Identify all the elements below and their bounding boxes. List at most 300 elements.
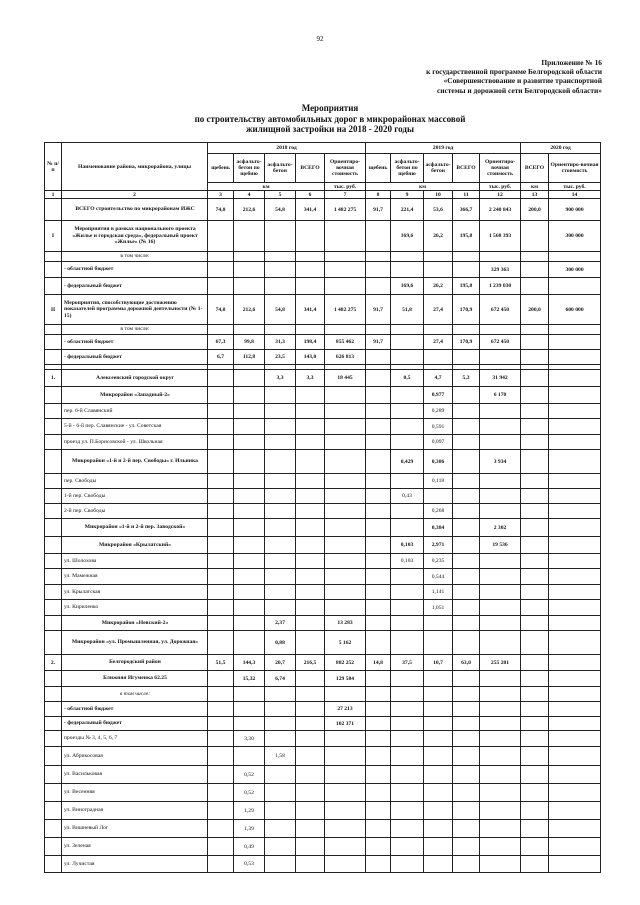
- row-name: ул. Васильковая: [62, 766, 208, 784]
- row-value: [453, 387, 480, 404]
- row-value: 63,0: [453, 655, 480, 671]
- row-value: [265, 717, 296, 731]
- table-row: [45, 262, 601, 278]
- row-name: пер. 6-й Славянский: [62, 404, 208, 419]
- row-value: [480, 747, 521, 766]
- row-value: [325, 489, 366, 504]
- row-value: [453, 747, 480, 766]
- row-value: [208, 489, 234, 504]
- row-value: [521, 262, 549, 278]
- row-value: 51,5: [208, 655, 234, 671]
- row-value: [265, 856, 296, 873]
- row-value: [296, 717, 325, 731]
- row-value: [296, 856, 325, 873]
- row-value: [296, 252, 325, 262]
- row-value: [234, 435, 265, 450]
- row-value: [208, 820, 234, 838]
- row-value: [391, 671, 424, 687]
- row-value: [549, 350, 601, 365]
- row-number: [45, 569, 62, 585]
- row-value: [480, 585, 521, 600]
- row-value: [480, 820, 521, 838]
- row-value: [549, 489, 601, 504]
- row-value: [366, 856, 391, 873]
- row-value: [234, 717, 265, 731]
- row-value: [366, 702, 391, 717]
- row-value: [391, 802, 424, 820]
- row-value: [480, 802, 521, 820]
- row-value: 0,235: [424, 554, 453, 569]
- row-name: ул. Абрикосовая: [62, 747, 208, 766]
- row-value: 13 283: [325, 616, 366, 631]
- row-name: ВСЕГО строительство по микрорайонам ИЖС: [62, 199, 208, 221]
- row-number: [45, 585, 62, 600]
- title-line: жилищной застройки на 2018 - 2020 годы: [246, 124, 414, 134]
- row-value: 144,3: [234, 655, 265, 671]
- row-value: [208, 435, 234, 450]
- column-number: 6: [296, 191, 325, 199]
- row-value: [208, 747, 234, 766]
- row-value: [391, 335, 424, 350]
- row-value: [296, 838, 325, 856]
- row-value: [325, 687, 366, 702]
- row-value: [325, 537, 366, 554]
- table-row: [45, 585, 601, 600]
- row-name: проезды № 3, 4, 5, 6, 7: [62, 731, 208, 747]
- row-number: [45, 731, 62, 747]
- row-value: [296, 820, 325, 838]
- row-value: [296, 419, 325, 435]
- row-value: [391, 820, 424, 838]
- row-value: [480, 671, 521, 687]
- row-value: 91,7: [366, 335, 391, 350]
- row-value: [325, 278, 366, 295]
- row-value: [391, 687, 424, 702]
- row-name: ул. Мамежная: [62, 569, 208, 585]
- row-value: [480, 404, 521, 419]
- row-number: [45, 820, 62, 838]
- row-value: 672 450: [480, 295, 521, 325]
- row-value: [265, 262, 296, 278]
- row-value: [234, 419, 265, 435]
- row-value: [208, 717, 234, 731]
- row-value: 1 239 030: [480, 278, 521, 295]
- row-value: [521, 504, 549, 519]
- row-number: [45, 199, 62, 221]
- row-number: [45, 350, 62, 365]
- row-value: [453, 671, 480, 687]
- row-number: [45, 335, 62, 350]
- row-value: [296, 262, 325, 278]
- row-value: [208, 537, 234, 554]
- row-value: 198,4: [296, 335, 325, 350]
- row-value: [391, 504, 424, 519]
- row-value: [424, 856, 453, 873]
- row-value: [424, 252, 453, 262]
- row-value: 212,6: [234, 295, 265, 325]
- table-row: [45, 820, 601, 838]
- table-row: [45, 717, 601, 731]
- row-name: - областной бюджет: [62, 335, 208, 350]
- row-name: проезд ул. П.Борисовской - ул. Школьная: [62, 435, 208, 450]
- row-name: - областной бюджет: [62, 702, 208, 717]
- row-number: [45, 519, 62, 537]
- table-row: [45, 450, 601, 474]
- row-value: 2,37: [265, 616, 296, 631]
- row-value: [549, 387, 601, 404]
- row-value: [366, 419, 391, 435]
- row-value: 143,0: [296, 350, 325, 365]
- row-value: [549, 671, 601, 687]
- row-value: [391, 717, 424, 731]
- row-value: 341,4: [296, 295, 325, 325]
- row-value: [549, 747, 601, 766]
- row-value: [234, 504, 265, 519]
- header-2019: 2019 год: [366, 143, 521, 154]
- row-value: [424, 350, 453, 365]
- row-value: [296, 554, 325, 569]
- row-name: 2-й пер. Свободы: [62, 504, 208, 519]
- row-value: [480, 600, 521, 616]
- row-value: [521, 856, 549, 873]
- header-cost: Ориентиро-вочная стоимость: [480, 154, 521, 183]
- table-row: [45, 766, 601, 784]
- row-value: [424, 747, 453, 766]
- row-value: [480, 252, 521, 262]
- row-value: [234, 687, 265, 702]
- row-value: [391, 404, 424, 419]
- row-value: 18 445: [325, 370, 366, 387]
- appendix-line: Приложение № 16: [541, 58, 602, 67]
- row-name: ул. Вишневый Лог: [62, 820, 208, 838]
- row-value: [549, 419, 601, 435]
- row-value: [480, 554, 521, 569]
- row-value: 20,7: [265, 655, 296, 671]
- row-value: 169,6: [391, 278, 424, 295]
- row-value: [325, 600, 366, 616]
- row-value: [549, 802, 601, 820]
- row-value: [391, 731, 424, 747]
- row-value: 900 000: [549, 199, 601, 221]
- row-value: [424, 731, 453, 747]
- row-name: в том числе:: [62, 325, 208, 335]
- row-value: 0,118: [424, 474, 453, 489]
- row-value: 129 584: [325, 671, 366, 687]
- row-name: Микрорайон «Западный-2»: [62, 387, 208, 404]
- row-value: [453, 687, 480, 702]
- row-name: Микрорайон «Крылатский»: [62, 537, 208, 554]
- row-value: [208, 474, 234, 489]
- header-unit-rub: тыс. руб.: [480, 183, 521, 191]
- row-value: 6,7: [208, 350, 234, 365]
- row-value: [453, 404, 480, 419]
- row-value: [391, 569, 424, 585]
- appendix-line: «Совершенствование и развитие транспортной: [443, 76, 602, 86]
- table-row: [45, 370, 601, 387]
- row-value: [391, 747, 424, 766]
- row-value: 366,7: [453, 199, 480, 221]
- row-value: [391, 631, 424, 655]
- row-value: [296, 600, 325, 616]
- table-row: [45, 838, 601, 856]
- row-value: [366, 802, 391, 820]
- row-value: [366, 450, 391, 474]
- row-value: [453, 766, 480, 784]
- row-value: [265, 600, 296, 616]
- row-value: 0,386: [424, 450, 453, 474]
- row-value: [208, 687, 234, 702]
- row-value: [480, 569, 521, 585]
- row-value: 27 213: [325, 702, 366, 717]
- row-value: [480, 616, 521, 631]
- row-value: 0,429: [391, 450, 424, 474]
- column-number: 7: [325, 191, 366, 199]
- table-row: [45, 519, 601, 537]
- appendix-line: к государственной программе Белгородской области: [426, 67, 602, 77]
- header-shcheben: щебень: [208, 154, 234, 183]
- column-number: 11: [453, 191, 480, 199]
- row-value: [296, 450, 325, 474]
- row-name: в том числе:: [62, 687, 208, 702]
- row-value: [549, 856, 601, 873]
- row-value: [521, 278, 549, 295]
- row-value: [453, 717, 480, 731]
- row-value: [549, 325, 601, 335]
- row-value: [549, 702, 601, 717]
- row-value: 6,74: [265, 671, 296, 687]
- header-asf-po-shch: асфальто-бетон по щебню: [391, 154, 424, 183]
- row-value: [424, 489, 453, 504]
- row-value: 5 162: [325, 631, 366, 655]
- row-value: [325, 554, 366, 569]
- row-value: [208, 450, 234, 474]
- row-value: [521, 519, 549, 537]
- row-value: [453, 554, 480, 569]
- row-value: [234, 519, 265, 537]
- row-name: Микрорайон «ул. Промышленная, ул. Дорожная»: [62, 631, 208, 655]
- column-number: 1: [45, 191, 62, 199]
- row-value: 2 240 843: [480, 199, 521, 221]
- row-value: [208, 731, 234, 747]
- row-number: [45, 747, 62, 766]
- row-value: 3,3: [296, 370, 325, 387]
- row-value: 200,0: [521, 199, 549, 221]
- appendix-header: [342, 58, 602, 95]
- row-value: 91,7: [366, 199, 391, 221]
- row-number: [45, 489, 62, 504]
- row-value: [325, 252, 366, 262]
- row-value: [366, 325, 391, 335]
- row-value: [549, 731, 601, 747]
- row-value: [265, 387, 296, 404]
- row-value: 0,103: [391, 537, 424, 554]
- row-value: [549, 569, 601, 585]
- header-cost: Ориентиро-вочная стоимость: [549, 154, 601, 183]
- row-value: [208, 766, 234, 784]
- row-value: [424, 262, 453, 278]
- row-value: 3 934: [480, 450, 521, 474]
- row-value: 19 536: [480, 537, 521, 554]
- row-value: [208, 519, 234, 537]
- row-value: 112,8: [234, 350, 265, 365]
- row-value: [325, 820, 366, 838]
- row-value: [208, 600, 234, 616]
- row-value: [366, 554, 391, 569]
- row-value: [265, 435, 296, 450]
- column-number: 12: [480, 191, 521, 199]
- row-value: 0,52: [234, 784, 265, 802]
- table-row: [45, 702, 601, 717]
- row-value: [549, 504, 601, 519]
- header-vsego: ВСЕГО: [521, 154, 549, 183]
- row-value: [234, 221, 265, 252]
- table-row: [45, 199, 601, 221]
- row-value: [366, 370, 391, 387]
- row-number: [45, 537, 62, 554]
- row-value: [453, 784, 480, 802]
- row-value: [366, 350, 391, 365]
- row-value: [296, 784, 325, 802]
- row-value: 0,384: [424, 519, 453, 537]
- row-value: [424, 717, 453, 731]
- row-value: [366, 687, 391, 702]
- row-value: [325, 387, 366, 404]
- row-value: [453, 731, 480, 747]
- row-value: [391, 474, 424, 489]
- row-value: [391, 585, 424, 600]
- row-value: [521, 221, 549, 252]
- row-value: 74,0: [208, 295, 234, 325]
- header-2020: 2020 год: [521, 143, 601, 154]
- row-value: [453, 537, 480, 554]
- row-value: [453, 262, 480, 278]
- row-value: [325, 504, 366, 519]
- row-value: 626 813: [325, 350, 366, 365]
- row-number: [45, 766, 62, 784]
- row-value: [480, 504, 521, 519]
- row-value: 51,8: [391, 295, 424, 325]
- row-value: [208, 262, 234, 278]
- row-value: [208, 802, 234, 820]
- row-number: [45, 702, 62, 717]
- appendix-line: системы и дорожной сети Белгородской области»: [436, 85, 602, 95]
- row-value: 54,8: [265, 199, 296, 221]
- row-value: [391, 252, 424, 262]
- row-value: [480, 766, 521, 784]
- row-value: [325, 838, 366, 856]
- row-value: [391, 387, 424, 404]
- row-value: [296, 504, 325, 519]
- row-value: [549, 474, 601, 489]
- row-value: 0,591: [424, 419, 453, 435]
- row-value: [234, 404, 265, 419]
- row-value: [549, 838, 601, 856]
- row-value: [424, 325, 453, 335]
- row-value: [265, 404, 296, 419]
- table-row: [45, 616, 601, 631]
- row-value: [366, 435, 391, 450]
- row-value: [480, 631, 521, 655]
- row-value: [549, 600, 601, 616]
- row-value: 1 482 275: [325, 295, 366, 325]
- row-value: [453, 702, 480, 717]
- row-value: [325, 221, 366, 252]
- row-number: II: [45, 295, 62, 325]
- row-value: 1,39: [234, 820, 265, 838]
- row-value: 31,3: [265, 335, 296, 350]
- row-value: [366, 731, 391, 747]
- row-name: пер. Свободы: [62, 474, 208, 489]
- row-value: [424, 784, 453, 802]
- row-value: [208, 569, 234, 585]
- row-value: [265, 537, 296, 554]
- row-value: [265, 519, 296, 537]
- header-cost: Ориентиро-вочная стоимость: [325, 154, 366, 183]
- row-value: [453, 631, 480, 655]
- row-value: [325, 262, 366, 278]
- row-value: [391, 838, 424, 856]
- row-value: [549, 404, 601, 419]
- row-value: 0,53: [234, 856, 265, 873]
- row-value: 74,0: [208, 199, 234, 221]
- row-value: [521, 838, 549, 856]
- row-value: [265, 585, 296, 600]
- row-value: [325, 474, 366, 489]
- row-number: [45, 450, 62, 474]
- row-value: [453, 616, 480, 631]
- table-row: [45, 295, 601, 325]
- header-unit-rub: тыс. руб.: [549, 183, 601, 191]
- row-value: 1 482 275: [325, 199, 366, 221]
- row-value: [234, 450, 265, 474]
- row-value: [366, 387, 391, 404]
- header-asf-po-shch: асфальто-бетон по щебню: [234, 154, 265, 183]
- row-value: [296, 387, 325, 404]
- row-value: [366, 838, 391, 856]
- row-value: 0,88: [265, 631, 296, 655]
- row-name: ул. Шолохова: [62, 554, 208, 569]
- row-value: [521, 537, 549, 554]
- row-value: [265, 325, 296, 335]
- row-value: 91,7: [366, 295, 391, 325]
- row-value: [325, 435, 366, 450]
- row-value: [208, 221, 234, 252]
- row-value: [521, 655, 549, 671]
- row-value: [480, 419, 521, 435]
- table-row: [45, 504, 601, 519]
- row-value: 99,8: [234, 335, 265, 350]
- row-value: [265, 504, 296, 519]
- row-value: [296, 747, 325, 766]
- row-value: [521, 702, 549, 717]
- row-value: [521, 252, 549, 262]
- row-number: [45, 616, 62, 631]
- row-value: [366, 262, 391, 278]
- column-number: 13: [521, 191, 549, 199]
- row-value: [521, 335, 549, 350]
- row-value: [424, 616, 453, 631]
- row-value: 0,43: [391, 489, 424, 504]
- row-value: [208, 702, 234, 717]
- row-value: [265, 820, 296, 838]
- row-value: [366, 537, 391, 554]
- row-number: [45, 784, 62, 802]
- row-value: [521, 747, 549, 766]
- row-value: [549, 537, 601, 554]
- row-value: 67,3: [208, 335, 234, 350]
- row-value: [391, 856, 424, 873]
- row-value: 0,544: [424, 569, 453, 585]
